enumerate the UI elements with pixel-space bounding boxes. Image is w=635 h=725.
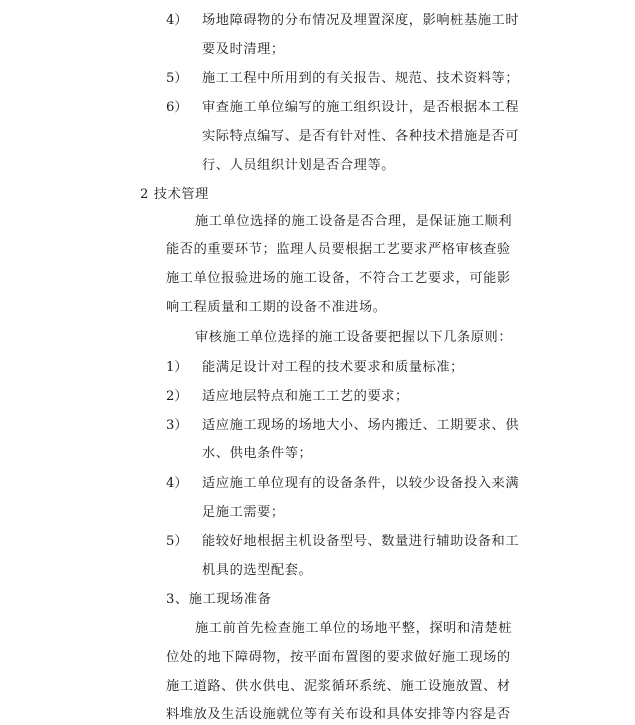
paragraph-line: 施工单位报验进场的施工设备，不符合工艺要求，可能影: [166, 271, 511, 286]
list-item-line: 水、供电条件等；: [202, 446, 313, 461]
list-number: 2）: [166, 389, 188, 404]
paragraph-line: 响工程质量和工期的设备不准进场。: [166, 300, 387, 315]
list-item-line: 实际特点编写、是否有针对性、各种技术措施是否可: [202, 129, 520, 144]
paragraph-line: 施工道路、供水供电、泥浆循环系统、施工设施放置、材: [166, 679, 511, 694]
list-item-line: 足施工需要；: [202, 505, 285, 520]
list-number: 4）: [166, 13, 188, 28]
list-item-line: 适应施工单位现有的设备条件，以较少设备投入来满: [202, 476, 520, 491]
paragraph-line: 能否的重要环节；监理人员要根据工艺要求严格审核查验: [166, 242, 511, 257]
list-item-line: 能满足设计对工程的技术要求和质量标准；: [202, 360, 464, 375]
paragraph-line: 审核施工单位选择的施工设备要把握以下几条原则：: [195, 330, 513, 345]
list-item-line: 要及时清理；: [202, 42, 285, 57]
list-item-line: 适应地层特点和施工工艺的要求；: [202, 389, 409, 404]
list-number: 5）: [166, 534, 188, 549]
list-number: 1）: [166, 360, 188, 375]
list-item-line: 施工工程中所用到的有关报告、规范、技术资料等；: [202, 71, 520, 86]
list-item-line: 适应施工现场的场地大小、场内搬迁、工期要求、供: [202, 418, 520, 433]
list-item-line: 能较好地根据主机设备型号、数量进行辅助设备和工: [202, 534, 520, 549]
list-number: 6）: [166, 100, 188, 115]
list-item-line: 场地障碍物的分布情况及埋置深度，影响桩基施工时: [202, 13, 520, 28]
list-item-line: 机具的选型配套。: [202, 563, 313, 578]
list-number: 4）: [166, 476, 188, 491]
paragraph-line: 施工单位选择的施工设备是否合理，是保证施工顺利: [195, 214, 513, 229]
section-heading: 2 技术管理: [140, 187, 209, 202]
paragraph-line: 位处的地下障碍物，按平面布置图的要求做好施工现场的: [166, 650, 511, 665]
section-heading: 3、施工现场准备: [166, 592, 272, 607]
paragraph-line: 料堆放及生活设施就位等有关布设和具体安排等内容是否: [166, 707, 511, 722]
list-item-line: 行、人员组织计划是否合理等。: [202, 158, 396, 173]
list-number: 5）: [166, 71, 188, 86]
paragraph-line: 施工前首先检查施工单位的场地平整，探明和清楚桩: [195, 621, 513, 636]
list-number: 3）: [166, 418, 188, 433]
list-item-line: 审查施工单位编写的施工组织设计，是否根据本工程: [202, 100, 520, 115]
